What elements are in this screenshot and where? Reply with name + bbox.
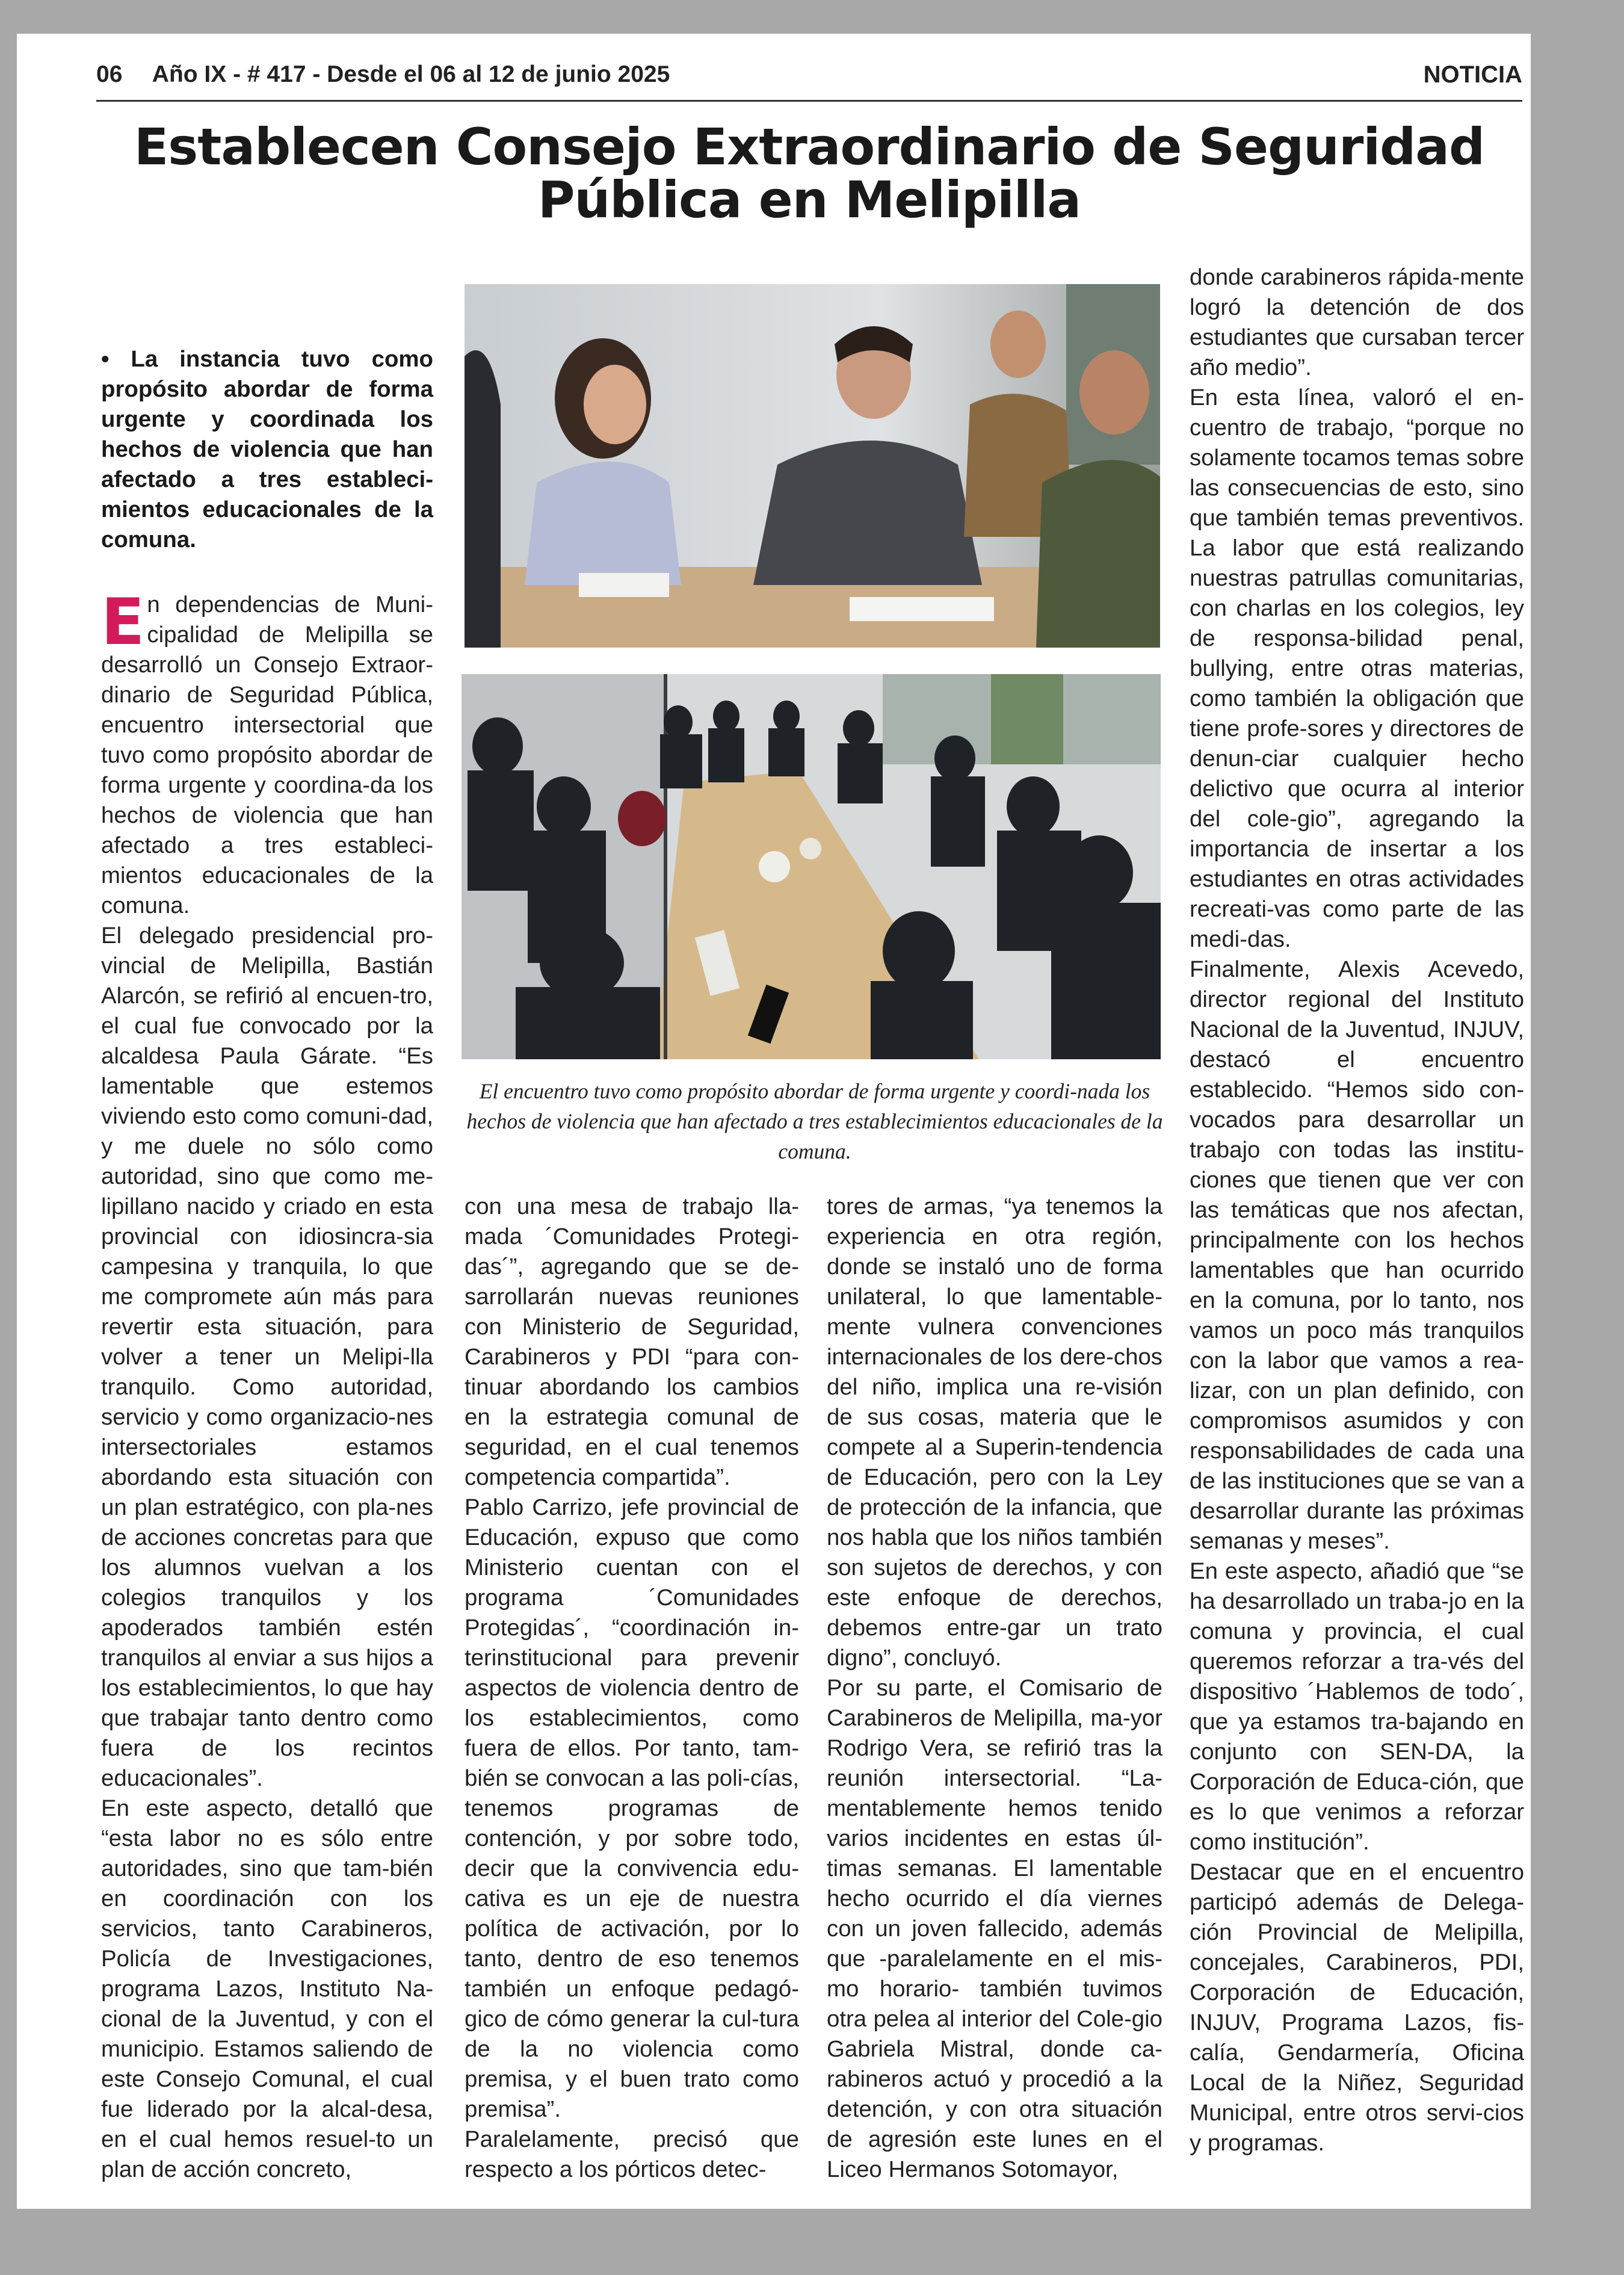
issue-line: Año IX - # 417 - Desde el 06 al 12 de junio 2025 [152, 61, 670, 87]
paragraph-intro [101, 585, 433, 921]
paragraph: Destacar que en el encuentro participó además de Delega-ción Provincial de Melipilla, concejales, Carabineros, PDI, Corporación de Educación, INJUV, Programa Lazos, fis-calía, Gendarmería, Oficina Local de la Niñez, Seguridad Municipal, entre otros servi-cios y programas. [1190, 1859, 1524, 2156]
column-2 [465, 1192, 799, 2185]
paragraph: Paralelamente, precisó que respecto a los pórticos detec- [465, 2126, 799, 2182]
paragraph: Por su parte, el Comisario de Carabineros de Melipilla, ma-yor Rodrigo Vera, se refirió tras la reunión intersectorial. “La-mentablemente hemos tenido varios incidentes en estas úl-timas semanas. El lamentable hecho ocurrido el día viernes con un joven fallecido, además que -paralelamente en el mis-mo horario- también tuvimos otra pelea al interior del Cole-gio Gabriela Mistral, donde ca-rabineros actuó y procedió a la detención, y con otra situación de agresión este lunes en el Liceo Hermanos Sotomayor, [827, 1675, 1162, 2182]
page-header [96, 58, 1522, 102]
article-title: Establecen Consejo Extraordinario de Seguridad Pública en Melipilla [134, 117, 1485, 229]
paragraph: donde carabineros rápida-mente logró la detención de dos estudiantes que cursaban tercer año medio”. [1190, 264, 1524, 380]
paragraph: En este aspecto, detalló que “esta labor no es sólo entre autoridades, sino que tam-bién en coordinación con los servicios, tanto Carabineros, Policía de Investigaciones, programa Lazos, Instituto Na-cional de la Juventud, y con el municipio. Estamos saliendo de este Consejo Comunal, el cual fue liderado por la alcal-desa, en el cual hemos resuel-to un plan de acción concreto, [101, 1795, 433, 2182]
intro-text: n dependencias de Muni-cipalidad de Melipilla se desarrolló un Consejo Extraor-dinario de Seguridad Pública, encuentro intersectorial que tuvo como propósito abordar de forma urgente y coordina-da los hechos de violencia que han afectado a tres estableci-mientos educacionales de la comuna. [101, 592, 433, 918]
dropcap: E [101, 585, 145, 659]
meeting-closeup-image [465, 284, 1160, 648]
section-label: NOTICIA [1423, 61, 1522, 88]
meeting-table-image [462, 674, 1161, 1059]
meeting-photo-table [462, 674, 1161, 1059]
meeting-photo-closeup [465, 284, 1160, 648]
paragraph: con una mesa de trabajo lla-mada ´Comunidades Protegi-das´”, agregando que se de-sarrollarán nuevas reuniones con Ministerio de Seguridad, Carabineros y PDI “para con-tinuar abordando los cambios en la estrategia comunal de seguridad, en el cual tenemos competencia compartida”. [465, 1193, 799, 1490]
paragraph: tores de armas, “ya tenemos la experiencia en otra región, donde se instaló uno de forma unilateral, lo que lamentable-mente vulnera convenciones internacionales de los dere-chos del niño, implica una re-visión de sus cosas, materia que le compete al a Superin-tendencia de Educación, pero con la Ley de protección de la infancia, que nos habla que los niños también son sujetos de derechos, y con este enfoque de derechos, debemos entre-gar un trato digno”, concluyó. [827, 1193, 1162, 1671]
paragraph: Finalmente, Alexis Acevedo, director regional del Instituto Nacional de la Juventud, INJUV, destacó el encuentro establecido. “Hemos sido con-vocados para desarrollar un trabajo con todas las institu-ciones que tienen que ver con las temáticas que nos afectan, principalmente con los hechos lamentables que han ocurrido en la comuna, por lo tanto, nos vamos un poco más tranquilos con la labor que vamos a rea-lizar, con un plan definido, con compromisos asumidos y con responsabilidades de cada una de las instituciones que se van a desarrollar durante las próximas semanas y meses”. [1190, 956, 1524, 1554]
column-4 [1190, 262, 1524, 2158]
paragraph: En esta línea, valoró el en-cuentro de trabajo, “porque no solamente tocamos temas sobre las consecuencias de esto, sino que también temas preventivos. La labor que está realizando nuestras patrullas comunitarias, con charlas en los colegios, ley de responsa-bilidad penal, bullying, entre otras materias, como también la obligación que tiene profe-sores y directores de denun-ciar cualquier hecho delictivo que ocurra al interior del cole-gio”, agregando la importancia de insertar a los estudiantes en otras actividades recreati-vas como parte de las medi-das. [1190, 385, 1524, 952]
paragraph: En este aspecto, añadió que “se ha desarrollado un traba-jo en la comuna y provincia, el cual queremos reforzar a tra-vés del dispositivo ´Hablemos de todo´, que ya estamos tra-bajando en conjunto con SEN-DA, la Corporación de Educa-ción, que es lo que venimos a reforzar como institución”. [1190, 1558, 1524, 1855]
paragraph: El delegado presidencial pro-vincial de Melipilla, Bastián Alarcón, se refirió al encuen-tro, el cual fue convocado por la alcaldesa Paula Gárate. “Es lamentable que estemos viviendo esto como comuni-dad, y me duele no sólo como autoridad, sino que como me-lipillano nacido y criado en esta provincial con idiosincra-sia campesina y tranquila, lo que me compromete aún más para revertir esta situación, para volver a tener un Melipi-lla tranquilo. Como autoridad, servicio y como organizacio-nes intersectoriales estamos abordando esta situación con un plan estratégico, con pla-nes de acciones concretas para que los alumnos vuelvan a los colegios tranquilos y los apoderados también estén tranquilos al enviar a sus hijos a los establecimientos, lo que hay que trabajar tanto dentro como fuera de los recintos educacionales”. [101, 923, 433, 1791]
issue-info [96, 61, 670, 88]
column-1 [101, 585, 433, 2185]
paragraph: Pablo Carrizo, jefe provincial de Educación, expuso que como Ministerio cuentan con el programa ´Comunidades Protegidas´, “coordinación in-terinstitucional para prevenir aspectos de violencia dentro de los establecimientos, como fuera de ellos. Por tanto, tam-bién se convocan a las poli-cías, tenemos programas de contención, y por sobre todo, decir que la convivencia edu-cativa es un eje de nuestra política de activación, por lo tanto, dentro de eso tenemos también un enfoque pedagó-gico de cómo generar la cul-tura de la no violencia como premisa, y el buen trato como premisa”. [465, 1494, 799, 2122]
column-3 [827, 1192, 1162, 2185]
page-number: 06 [96, 61, 123, 87]
article-lead: • La instancia tuvo como propósito abordar de forma urgente y coordinada los hechos de violencia que han afectado a tres estableci-mientos educacionales de la comuna. [101, 346, 433, 552]
photo-caption: El encuentro tuvo como propósito abordar de forma urgente y coordi-nada los hechos de violencia que han afectado a tres establecimientos educacionales de la comuna. [466, 1079, 1163, 1163]
